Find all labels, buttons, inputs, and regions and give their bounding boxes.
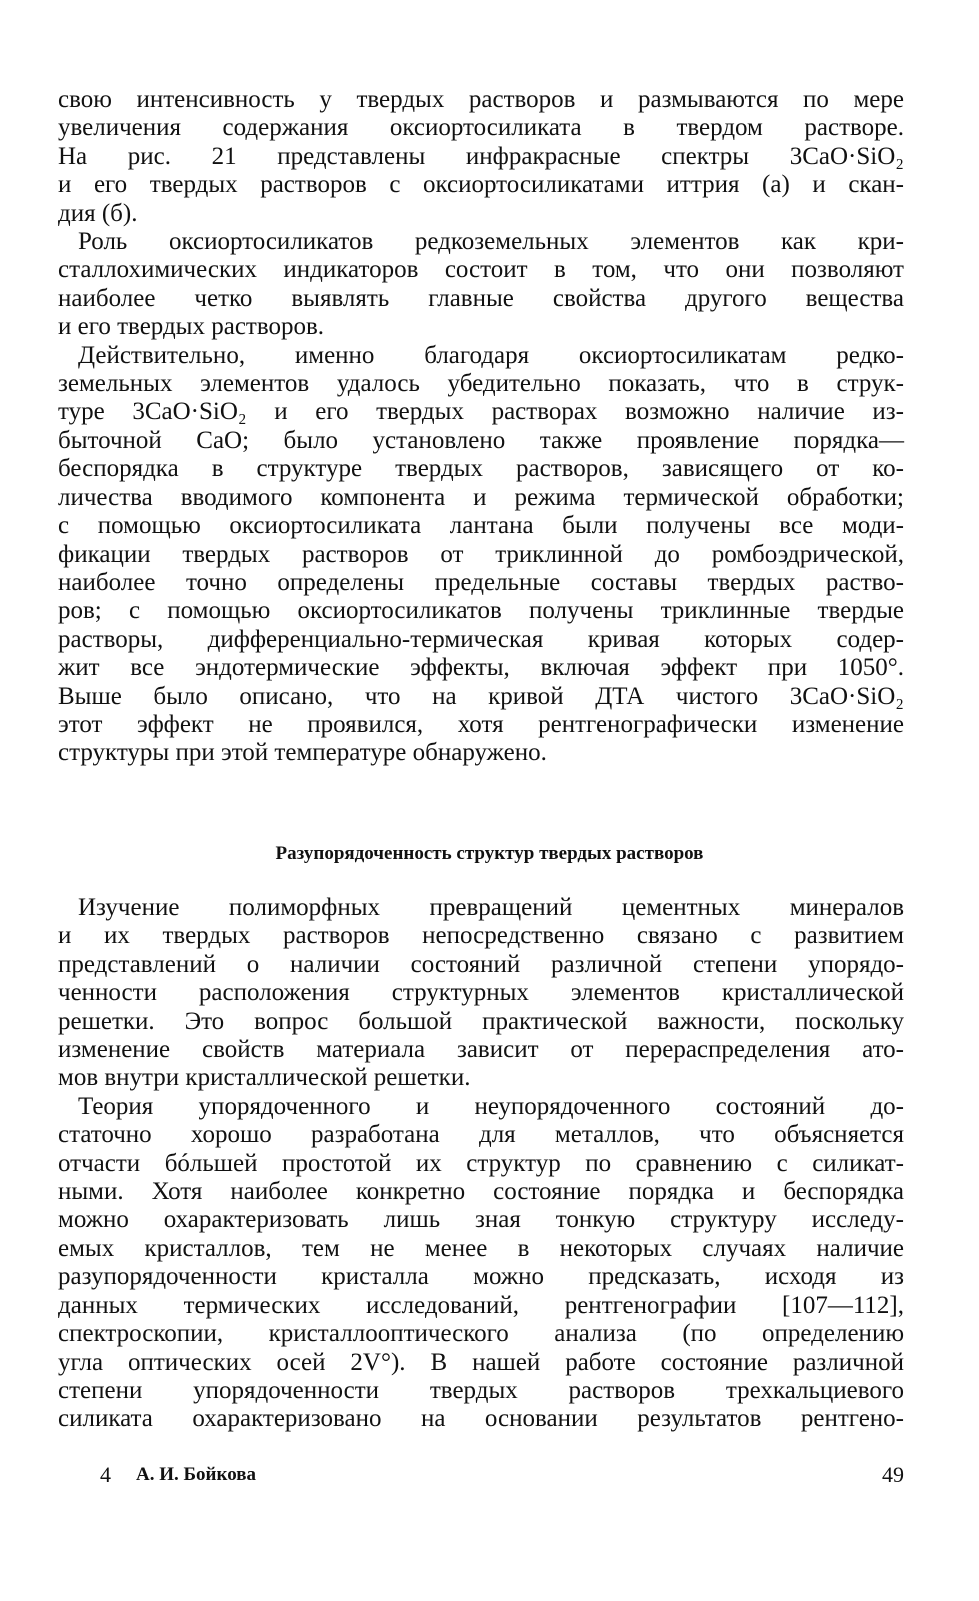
- text-line: наиболее точно определены предельные составы твердых раство-: [58, 568, 904, 596]
- text-line: личества вводимого компонента и режима термической обработки;: [58, 483, 904, 511]
- page-number: 49: [882, 1462, 904, 1487]
- text-line: свою интенсивность у твердых растворов и размываются по мере: [58, 86, 904, 113]
- paragraph: [58, 342, 904, 768]
- text-line: сталлохимических индикаторов состоит в том, что они позволяют: [58, 256, 904, 284]
- text-line: жит все эндотермические эффекты, включая эффект при 1050°.: [58, 654, 904, 682]
- text-line: угла оптических осей 2V°). В нашей работе состояние различной: [58, 1348, 904, 1376]
- text-line: спектроскопии, кристаллооптического анализа (по определению: [58, 1320, 904, 1348]
- author-name: А. И. Бойкова: [136, 1464, 256, 1485]
- text-line: емых кристаллов, тем не менее в некоторых случаях наличие: [58, 1234, 904, 1262]
- paragraph: [58, 228, 904, 342]
- text-line: решетки. Это вопрос большой практической важности, поскольку: [58, 1007, 904, 1035]
- text-line: Роль оксиортосиликатов редкоземельных элементов как кри-: [78, 228, 904, 256]
- text-line: Изучение полиморфных превращений цементных минералов: [78, 894, 904, 921]
- text-line: статочно хорошо разработана для металлов, что объясняется: [58, 1121, 904, 1149]
- text-line: степени упорядоченности твердых растворов трехкальциевого: [58, 1376, 904, 1404]
- text-line: Выше было описано, что на кривой ДТА чистого 3CaO·SiO₂: [58, 682, 904, 710]
- text-line: фикации твердых растворов от триклинной до ромбоэдрической,: [58, 540, 904, 568]
- text-line: и их твердых растворов непосредственно связано с развитием: [58, 922, 904, 950]
- paragraph: [58, 1093, 904, 1434]
- text-line: мов внутри кристаллической решетки.: [58, 1064, 471, 1092]
- text-line: ными. Хотя наиболее конкретно состояние порядка и беспорядка: [58, 1178, 904, 1206]
- paragraph: [58, 86, 904, 228]
- text-line: отчасти бóльшей простотой их структур по сравнению с силикат-: [58, 1149, 904, 1177]
- text-line: растворы, дифференциально-термическая кривая которых содер-: [58, 625, 904, 653]
- text-line: туре 3CaO·SiO₂ и его твердых растворах возможно наличие из-: [58, 398, 904, 426]
- text-line: На рис. 21 представлены инфракрасные спектры 3CaO·SiO₂: [58, 142, 904, 170]
- text-line: ров; с помощью оксиортосиликатов получены триклинные твердые: [58, 597, 904, 625]
- text-line: дия (б).: [58, 199, 138, 227]
- page-footer: [100, 1462, 904, 1492]
- text-line: Действительно, именно благодаря оксиортосиликатам редко-: [78, 341, 904, 369]
- text-line: с помощью оксиортосиликата лантана были получены все моди-: [58, 512, 904, 540]
- text-line: структуры при этой температуре обнаружено.: [58, 739, 547, 767]
- text-line: и его твердых растворов.: [58, 313, 325, 341]
- text-line: разупорядоченности кристалла можно предсказать, исходя из: [58, 1263, 904, 1291]
- text-line: наиболее четко выявлять главные свойства другого вещества: [58, 284, 904, 312]
- paragraph: [58, 894, 904, 1093]
- text-line: земельных элементов удалось убедительно показать, что в струк-: [58, 370, 904, 398]
- text-line: представлений о наличии состояний различной степени упорядо-: [58, 950, 904, 978]
- section-heading: Разупорядоченность структур твердых растворов: [275, 843, 704, 864]
- text-line: данных термических исследований, рентгенографии [107—112],: [58, 1291, 904, 1319]
- text-line: и его твердых растворов с оксиортосиликатами иттрия (а) и скан-: [58, 171, 904, 199]
- text-line: беспорядка в структуре твердых растворов, зависящего от ко-: [58, 455, 904, 483]
- signature-mark: 4: [100, 1462, 111, 1487]
- text-line: увеличения содержания оксиортосиликата в твердом растворе.: [58, 114, 904, 142]
- text-line: ченности расположения структурных элементов кристаллической: [58, 979, 904, 1007]
- text-line: силиката охарактеризовано на основании результатов рентгено-: [58, 1405, 904, 1433]
- text-line: изменение свойств материала зависит от перераспределения ато-: [58, 1036, 904, 1064]
- text-line: этот эффект не проявился, хотя рентгенографически изменение: [58, 710, 904, 738]
- text-line: Теория упорядоченного и неупорядоченного состояний до-: [78, 1092, 904, 1120]
- text-line: быточной CaO; было установлено также проявление порядка—: [58, 426, 904, 454]
- body-text-bottom: [58, 894, 904, 1434]
- text-line: можно охарактеризовать лишь зная тонкую структуру исследу-: [58, 1206, 904, 1234]
- body-text-top: [58, 86, 904, 768]
